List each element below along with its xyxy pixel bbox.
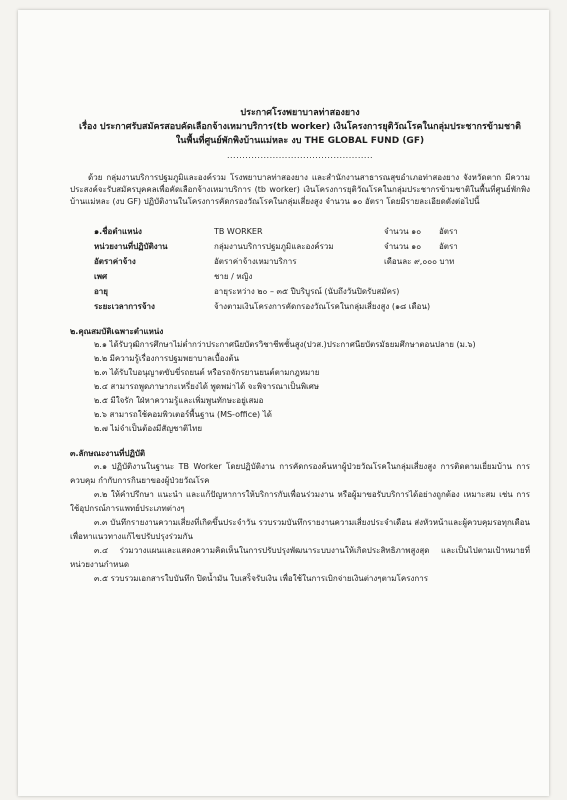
section-2-item: ๒.๓ ได้รับใบอนุญาตขับขี่รถยนต์ หรือรถจักรยานยนต์ตามกฎหมาย [94, 368, 320, 377]
detail-value: ชาย / หญิง [214, 271, 253, 281]
detail-extra-2: อัตรา [439, 241, 458, 251]
section-2-item: ๒.๗ ไม่จำเป็นต้องมีสัญชาติไทย [94, 424, 203, 433]
detail-row [94, 239, 530, 254]
detail-value: อายุระหว่าง ๒๐ – ๓๕ ปีบริบูรณ์ (นับถึงวันปิดรับสมัคร) [214, 286, 400, 296]
detail-label: อัตราค่าจ้าง [94, 256, 136, 266]
section-2-item: ๒.๔ สามารถพูดภาษากะเหรี่ยงได้ พูดพม่าได้ จะพิจารณาเป็นพิเศษ [94, 382, 320, 391]
document-body [70, 106, 530, 586]
detail-value: อัตราค่าจ้างเหมาบริการ [214, 256, 297, 266]
section-2-heading: ๒.คุณสมบัติเฉพาะตำแหน่ง [70, 327, 164, 336]
detail-extra: จำนวน ๑๐ [384, 226, 422, 236]
detail-label: หน่วยงานที่ปฏิบัติงาน [94, 241, 168, 251]
detail-row [94, 269, 530, 284]
section-2-item: ๒.๒ มีความรู้เรื่องการปฐมพยาบาลเบื้องต้น [94, 354, 240, 363]
detail-label: ระยะเวลาการจ้าง [94, 301, 155, 311]
section-3-item: ๓.๔ ร่วมวางแผนและแสดงความคิดเห็นในการปรับปรุงพัฒนาระบบงานให้เกิดประสิทธิภาพสูงสุด และเป็นไปตามเป้าหมายที่หน่วยงานกำหนด [70, 546, 530, 569]
section-3-item: ๓.๑ ปฏิบัติงานในฐานะ TB Worker โดยปฏิบัติงาน การคัดกรองค้นหาผู้ป่วยวัณโรคในกลุ่มเสี่ยงสูง การติดตามเยี่ยมบ้าน การควบคุม กำกับการกินยาของผู้ป่วยวัณโรค [70, 462, 530, 485]
doc-title: ประกาศโรงพยาบาลท่าสองยาง [240, 108, 360, 118]
dotted-separator: ................................................ [226, 151, 374, 160]
intro-paragraph: ด้วย กลุ่มงานบริการปฐมภูมิและองค์รวม โรงพยาบาลท่าสองยาง และสำนักงานสาธารณสุขอำเภอท่าสองยาง จังหวัดตาก มีความประสงค์จะรับสมัครบุคคลเพื่อคัดเลือกจ้างเหมาบริการ (tb worker) เงินโครงการยุติวัณโรคในกลุ่มประชากรข้ามชาติในพื้นที่ศูนย์พักพิงบ้านแม่หละ (งบ GF) ปฏิบัติงานในโครงการคัดกรองวัณโรคในกลุ่มเสี่ยงสูง จำนวน ๑๐ อัตรา โดยมีรายละเอียดดังต่อไปนี้ [70, 173, 530, 206]
doc-subject: เรื่อง ประกาศรับสมัครสอบคัดเลือกจ้างเหมาบริการ(tb worker) เงินโครงการยุติวัณโรคในกลุ่มประชากรข้ามชาติ [79, 122, 521, 132]
details-table [94, 224, 530, 314]
detail-value: จ้างตามเงินโครงการคัดกรองวัณโรคในกลุ่มเสี่ยงสูง (๑๘ เดือน) [214, 301, 431, 311]
detail-extra-2: อัตรา [439, 226, 458, 236]
section-2-item: ๒.๖ สามารถใช้คอมพิวเตอร์พื้นฐาน (MS-office) ได้ [94, 410, 272, 419]
doc-subject-2: ในพื้นที่ศูนย์พักพิงบ้านแม่หละ งบ THE GLOBAL FUND (GF) [175, 136, 425, 146]
section-2-item: ๒.๕ มีใจรัก ใฝ่หาความรู้และเพิ่มพูนทักษะอยู่เสมอ [94, 396, 264, 405]
detail-label: ๑.ชื่อตำแหน่ง [94, 226, 142, 236]
detail-label: เพศ [94, 271, 108, 281]
document-page [18, 10, 549, 796]
section-3-item: ๓.๒ ให้คำปรึกษา แนะนำ และแก้ปัญหาการให้บริการกับเพื่อนร่วมงาน หรือผู้มาขอรับบริการได้อย่างถูกต้อง เหมาะสม เช่น การใช้อุปกรณ์การแพทย์ประเภทต่างๆ [70, 490, 530, 513]
detail-extra: จำนวน ๑๐ [384, 241, 422, 251]
detail-row [94, 254, 530, 269]
detail-label: อายุ [94, 286, 108, 296]
detail-row [94, 299, 530, 314]
detail-value: กลุ่มงานบริการปฐมภูมิและองค์รวม [214, 241, 334, 251]
section-3-item: ๓.๕ รวบรวมเอกสารใบบันทึก ปิดน้ำมัน ใบเสร็จรับเงิน เพื่อใช้ในการเบิกจ่ายเงินต่างๆตามโครงการ [94, 574, 429, 583]
detail-row [94, 284, 530, 299]
detail-value: TB WORKER [214, 226, 263, 236]
detail-extra: เดือนละ ๙,๐๐๐ บาท [384, 256, 455, 266]
section-2-item: ๒.๑ ได้รับวุฒิการศึกษาไม่ต่ำกว่าประกาศนียบัตรวิชาชีพชั้นสูง(ปวส.)ประกาศนียบัตรมัธยมศึกษาตอนปลาย (ม.๖) [94, 340, 476, 349]
section-3-heading: ๓.ลักษณะงานที่ปฏิบัติ [70, 449, 146, 458]
section-3-item: ๓.๓ บันทึกรายงานความเสี่ยงที่เกิดขึ้นประจำวัน รวบรวมบันทึกรายงานความเสี่ยงประจำเดือน ส่งหัวหน้าและผู้ควบคุมรอทุกเดือน เพื่อหาแนวทางแก้ไขปรับปรุงร่วมกัน [70, 518, 530, 541]
detail-row [94, 224, 530, 239]
